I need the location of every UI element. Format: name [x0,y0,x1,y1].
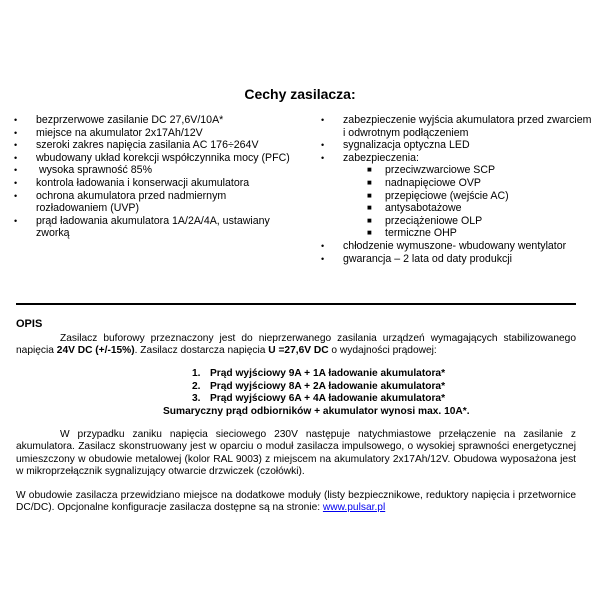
total-current-note: Sumaryczny prąd odbiorników + akumulator wynosi max. 10A*. [163,405,470,417]
bullet-icon: • [14,140,18,151]
section-divider [16,303,576,305]
bullet-icon: • [14,190,18,201]
square-bullet-icon: ■ [367,177,372,187]
feature-item: • zabezpieczenie wyjścia akumulatora przed zwarciem i odwrotnym podłączeniem [321,114,592,139]
feature-item: • prąd ładowania akumulatora 1A/2A/4A, ustawiany zworką [14,214,270,240]
square-bullet-icon: ■ [367,165,372,175]
feature-item: • chłodzenie wymuszone- wbudowany wentylator [321,239,567,252]
feature-item: • wysoka sprawność 85% [14,164,152,177]
protection-item: ■ antysabotażowe [367,202,462,215]
description-paragraph-1: Zasilacz buforowy przeznaczony jest do nieprzerwanego zasilania urządzeń wymagających stabilizowanego napięcia 24V DC (+/-15%). Zasilacz dostarcza napięcia U =27,6V DC o wydajności prądowej: [16,333,576,357]
feature-item: • ochrona akumulatora przed nadmiernym rozładowaniem (UVP) [14,189,227,215]
section-heading: OPIS [16,318,43,330]
protection-item: ■ termiczne OHP [367,227,457,240]
feature-item: • szeroki zakres napięcia zasilania AC 176÷264V [14,139,259,152]
feature-item: • sygnalizacja optyczna LED [321,139,470,152]
bullet-icon: • [321,140,325,151]
features-title: Cechy zasilacza: [244,86,356,102]
bullet-icon: • [14,127,18,138]
features-left-list [14,114,296,240]
features-right-list [321,114,593,265]
protection-item: ■ nadnapięciowe OVP [367,176,481,189]
bullet-icon: • [321,240,325,251]
bullet-icon: • [14,177,18,188]
bullet-icon: • [14,152,18,163]
feature-item: • wbudowany układ korekcji współczynnika mocy (PFC) [14,151,290,164]
bullet-icon: • [14,215,18,226]
protection-item: ■ przeciążeniowe OLP [367,214,483,227]
output-option: 1. Prąd wyjściowy 9A + 1A ładowanie akumulatora* [192,368,446,379]
description-paragraph-2: W przypadku zaniku napięcia sieciowego 230V następuje natychmiastowe przełączenie na zasilanie z akumulatora. Zasilacz skonstruowany jest w oparciu o moduł zasilacza impulsowego, o wysokiej sprawności energetycznej umieszczony w obudowie metalowej (kolor RAL 9003) z miejscem na akumulatory 2x17Ah/12V. Obudowa wyposażona jest w mikroprzełącznik sygnalizujący otwarcie drzwiczek (czołówki). [16,429,576,478]
bullet-icon: • [321,115,325,125]
feature-item: • miejsce na akumulator 2x17Ah/12V [14,126,203,139]
output-current-list [0,368,600,418]
bullet-icon: • [321,253,325,264]
bullet-icon: • [321,152,325,163]
feature-item: • bezprzerwowe zasilanie DC 27,6V/10A* [14,114,224,126]
square-bullet-icon: ■ [367,203,372,213]
protection-item: ■ przeciwzwarciowe SCP [367,164,496,177]
square-bullet-icon: ■ [367,215,372,225]
output-option: 2. Prąd wyjściowy 8A + 2A ładowanie akumulatora* [192,380,446,392]
feature-item: • kontrola ładowania i konserwacji akumulatora [14,176,250,189]
website-link[interactable]: www.pulsar.pl [322,502,386,514]
description-paragraph-3: W obudowie zasilacza przewidziano miejsce na dodatkowe moduły (listy bezpiecznikowe, reduktory napięcia i przetwornice DC/DC). Opcjonalne konfiguracje zasilacza dostępne są na stronie: www.pulsar.pl [16,490,576,514]
feature-item: • zabezpieczenia: [321,151,419,164]
output-option: 3. Prąd wyjściowy 6A + 4A ładowanie akumulatora* [192,393,446,405]
square-bullet-icon: ■ [367,228,372,238]
bullet-icon: • [14,165,18,176]
feature-item: • gwarancja – 2 lata od daty produkcji [321,252,513,265]
square-bullet-icon: ■ [367,190,372,200]
bullet-icon: • [14,115,18,125]
protection-item: ■ przepięciowe (wejście AC) [367,189,509,202]
